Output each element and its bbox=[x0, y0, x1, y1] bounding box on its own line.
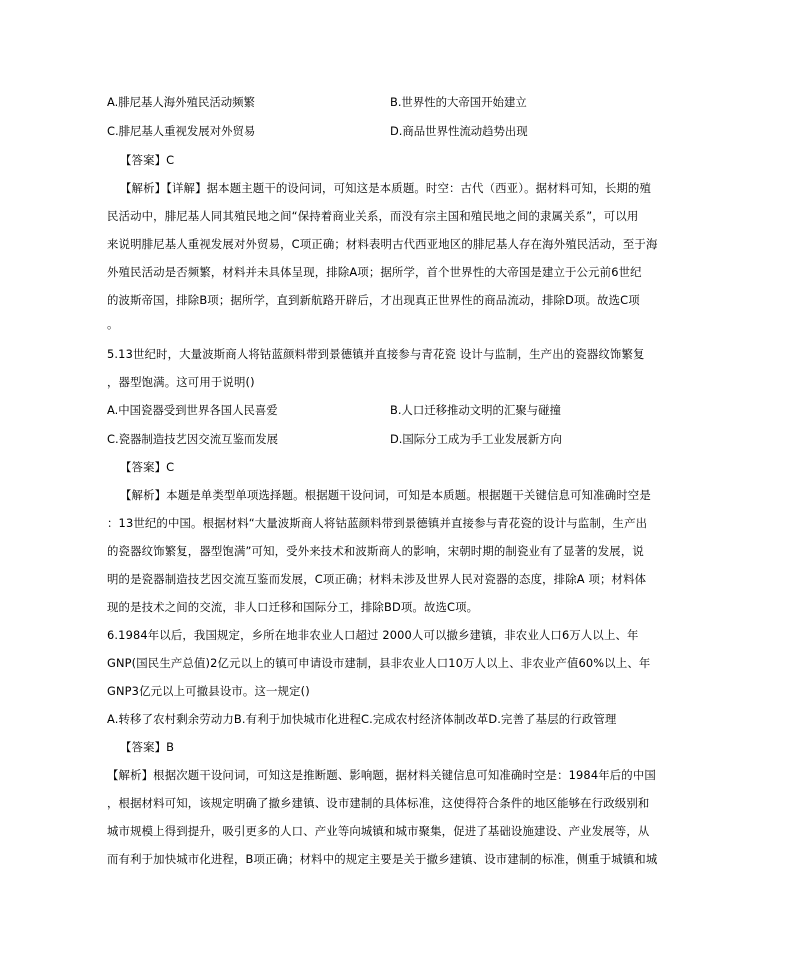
q6-answer: 【答案】B bbox=[120, 740, 175, 754]
q4-analysis-line: 【解析】【详解】据本题主题干的设问词，可知这是本质题。时空：古代（西亚）。据材料可知，长期的殖 bbox=[120, 181, 652, 195]
q5-option-b: B.人口迁移推动文明的汇聚与碰撞 bbox=[390, 403, 561, 417]
q5-analysis-line: ：13世纪的中国。根据材料“大量波斯商人将钴蓝颜料带到景德镇并直接参与青花瓷的设计与监制，生产出 bbox=[107, 516, 648, 530]
q4-option-b: B.世界性的大帝国开始建立 bbox=[390, 95, 527, 109]
q5-answer: 【答案】C bbox=[120, 460, 175, 474]
q5-stem-line: 5.13世纪时，大量波斯商人将钴蓝颜料带到景德镇并直接参与青花瓷 设计与监制，生产出的瓷器纹饰繁复 bbox=[107, 347, 645, 361]
q4-option-a: A.腓尼基人海外殖民活动频繁 bbox=[107, 95, 255, 109]
q4-analysis-line: 民活动中，腓尼基人同其殖民地之间“保持着商业关系，而没有宗主国和殖民地之间的隶属关系”，可以用 bbox=[107, 209, 639, 223]
q4-option-c: C.腓尼基人重视发展对外贸易 bbox=[107, 124, 256, 138]
q4-answer: 【答案】C bbox=[120, 153, 175, 167]
q5-analysis-line: 【解析】本题是单类型单项选择题。根据题干设问词，可知是本质题。根据题干关键信息可知准确时空是 bbox=[120, 488, 651, 502]
q6-options: A.转移了农村剩余劳动力B.有利于加快城市化进程C.完成农村经济体制改革D.完善了基层的行政管理 bbox=[107, 712, 617, 726]
q4-analysis-line: 的波斯帝国，排除B项；据所学，直到新航路开辟后，才出现真正世界性的商品流动，排除D项。故选C项 bbox=[107, 293, 640, 307]
q4-analysis-line: 。 bbox=[107, 317, 119, 331]
q4-analysis-line: 外殖民活动是否频繁，材料并未具体呈现，排除A项；据所学，首个世界性的大帝国是建立于公元前6世纪 bbox=[107, 265, 642, 279]
q6-stem-line: GNP3亿元以上可撤县设市。这一规定() bbox=[107, 684, 310, 698]
q4-analysis-line: 来说明腓尼基人重视发展对外贸易，C项正确；材料表明古代西亚地区的腓尼基人存在海外殖民活动，至于海 bbox=[107, 237, 658, 251]
q6-analysis-line: ，根据材料可知，该规定明确了撤乡建镇、设市建制的具体标准，这使得符合条件的地区能够在行政级别和 bbox=[107, 796, 650, 810]
q6-analysis-line: 城市规模上得到提升，吸引更多的人口、产业等向城镇和城市聚集，促进了基础设施建设、产业发展等，从 bbox=[107, 824, 650, 838]
q5-option-c: C.瓷器制造技艺因交流互鉴而发展 bbox=[107, 432, 279, 446]
q5-analysis-line: 的瓷器纹饰繁复，器型饱满”可知，受外来技术和波斯商人的影响，宋朝时期的制瓷业有了显著的发展，说 bbox=[107, 544, 644, 558]
q6-stem-line: GNP(国民生产总值)2亿元以上的镇可申请设市建制，县非农业人口10万人以上、非农业产值60%以上、年 bbox=[107, 656, 651, 670]
q6-analysis-line: 而有利于加快城市化进程，B项正确；材料中的规定主要是关于撤乡建镇、设市建制的标准，侧重于城镇和城 bbox=[107, 852, 658, 866]
q5-option-a: A.中国瓷器受到世界各国人民喜爱 bbox=[107, 403, 278, 417]
q5-analysis-line: 明的是瓷器制造技艺因交流互鉴而发展，C项正确；材料未涉及世界人民对瓷器的态度，排除A 项；材料体 bbox=[107, 572, 647, 586]
q6-analysis-line: 【解析】根据次题干设问词，可知这是推断题、影响题，据材料关键信息可知准确时空是：1984年后的中国 bbox=[107, 768, 656, 782]
q5-stem-line: ，器型饱满。这可用于说明() bbox=[107, 375, 255, 389]
q4-option-d: D.商品世界性流动趋势出现 bbox=[390, 124, 528, 138]
q5-analysis-line: 现的是技术之间的交流，非人口迁移和国际分工，排除BD项。故选C项。 bbox=[107, 600, 479, 614]
q6-stem-line: 6.1984年以后，我国规定，乡所在地非农业人口超过 2000人可以撤乡建镇，非农业人口6万人以上、年 bbox=[107, 628, 639, 642]
q5-option-d: D.国际分工成为手工业发展新方向 bbox=[390, 432, 562, 446]
